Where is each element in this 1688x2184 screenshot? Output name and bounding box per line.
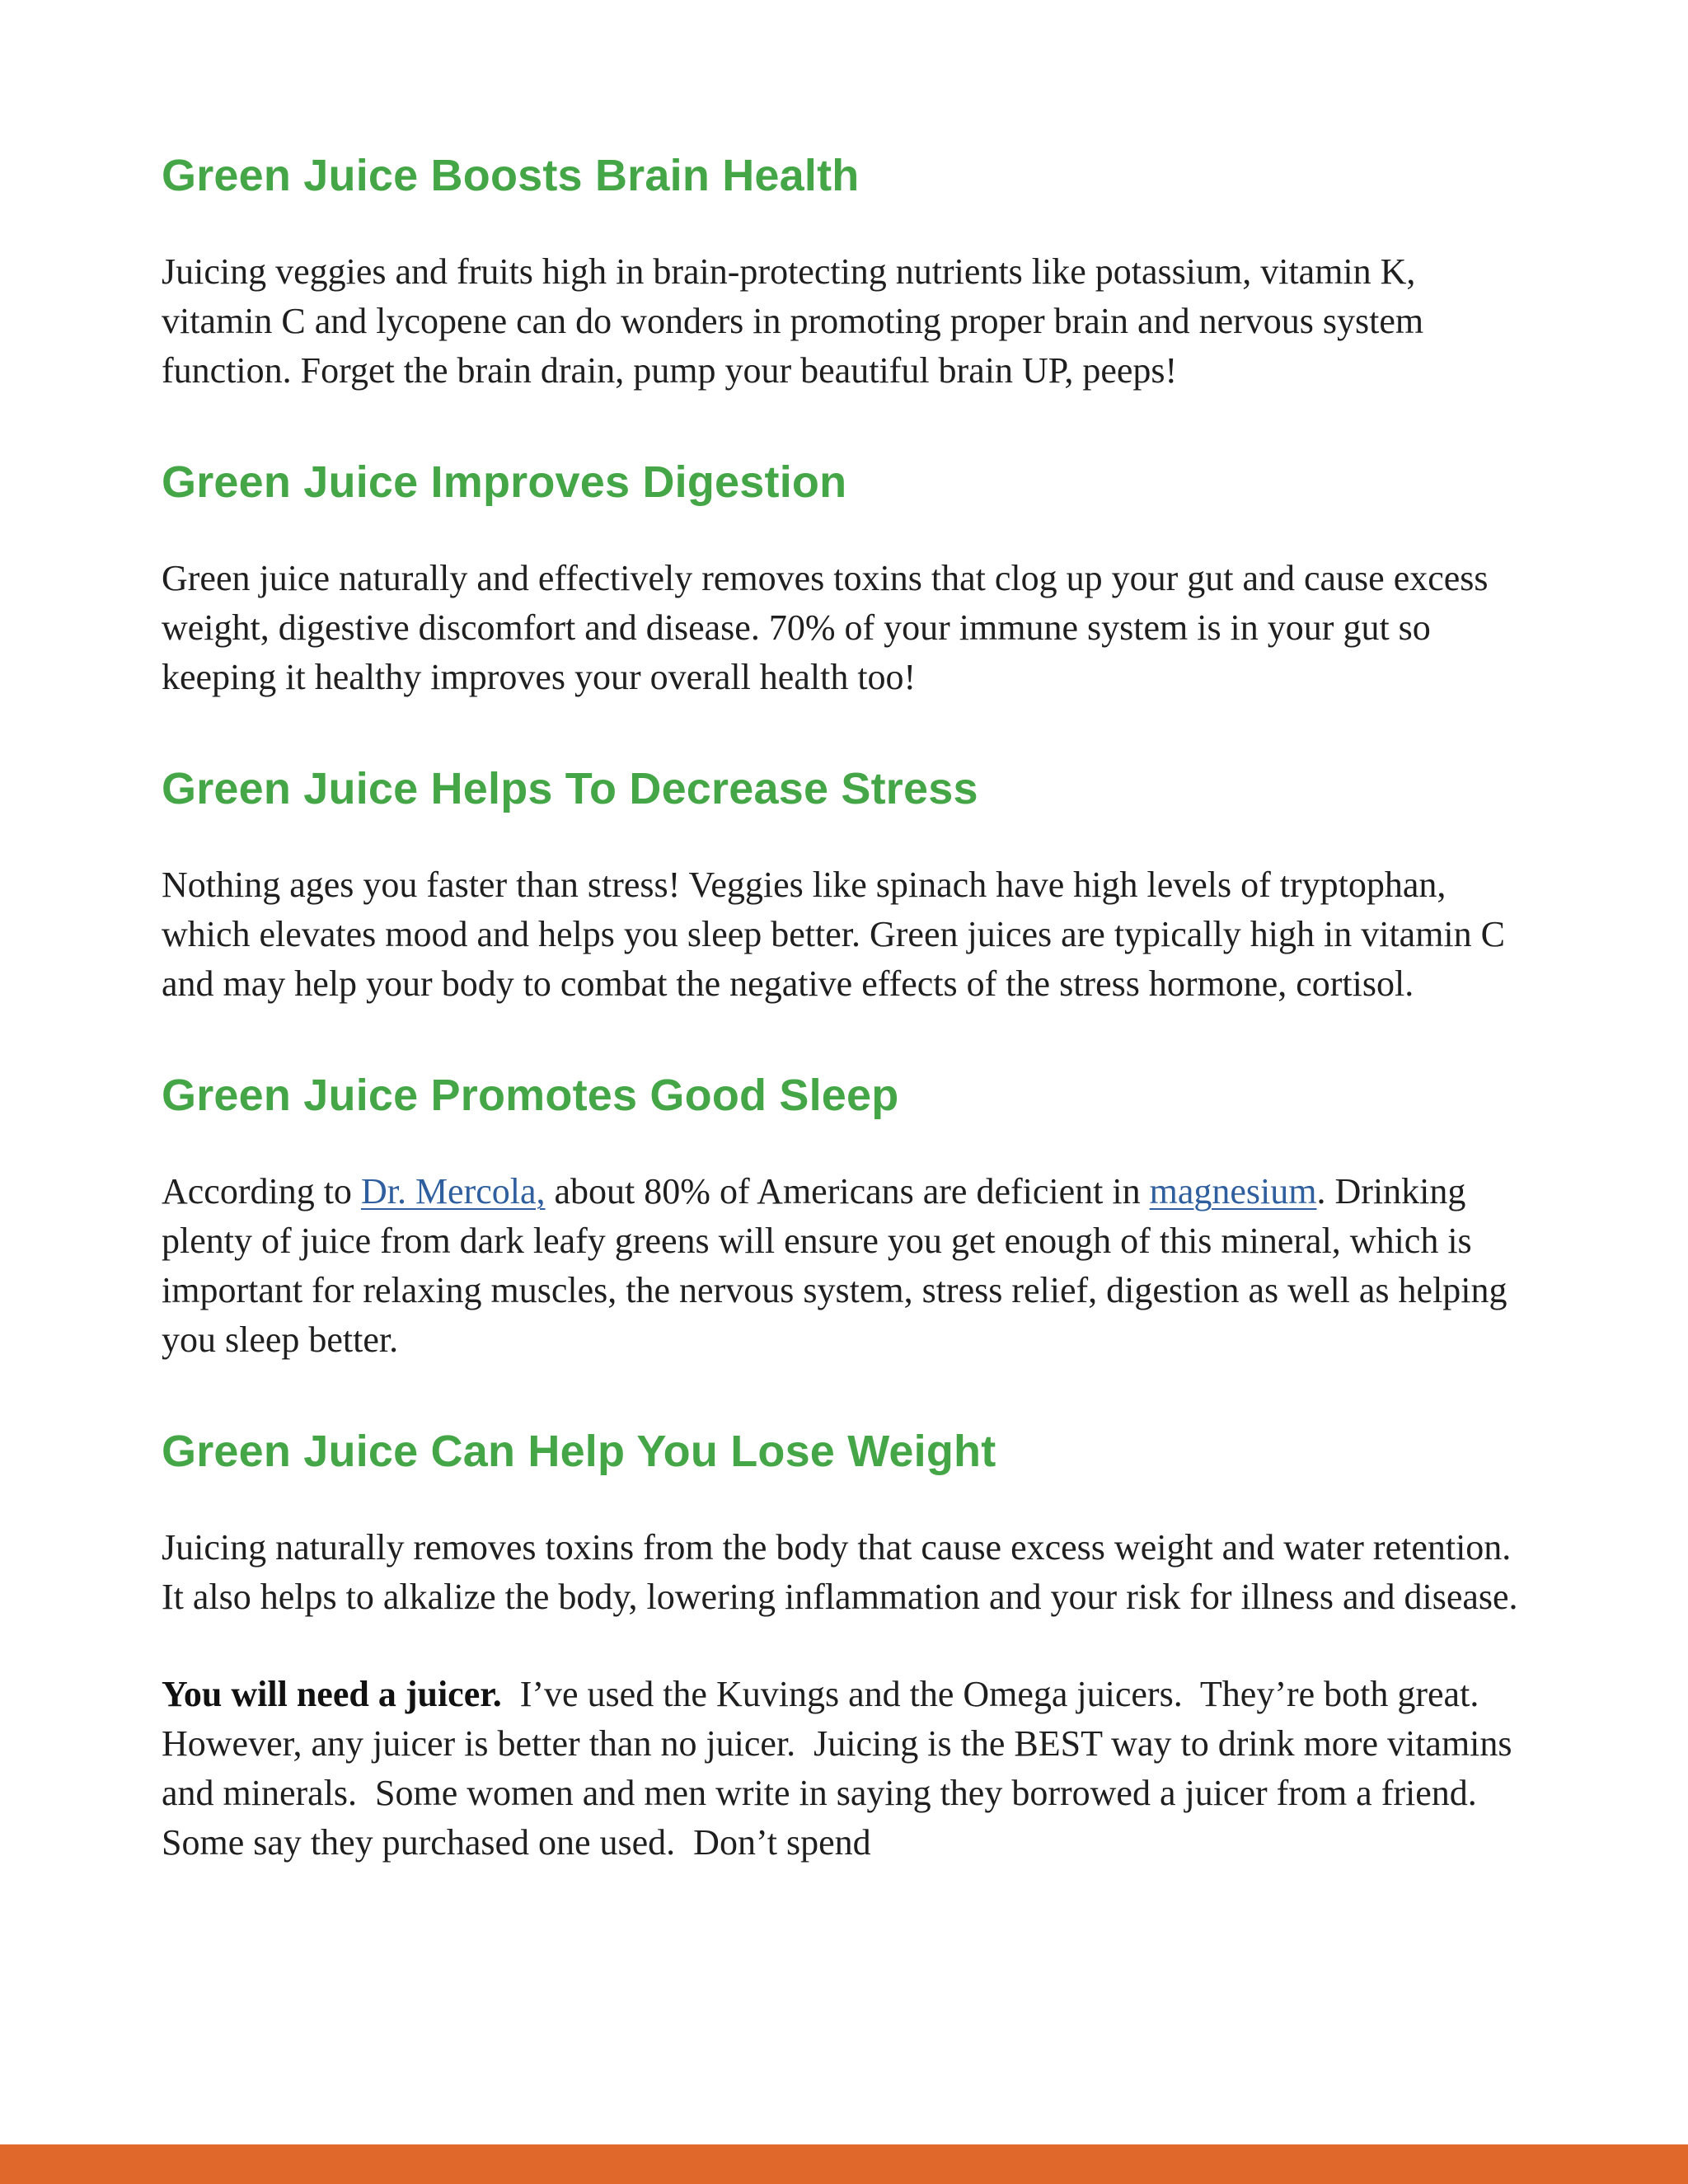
paragraph-stress: Nothing ages you faster than stress! Veggies like spinach have high levels of tryptophan, which elevates mood and helps you sleep better. Green juices are typically high in vitamin C and may help your body to combat the negative effects of the stress hormone, cortisol.: [162, 865, 1505, 1004]
footer-bar: [0, 2144, 1688, 2184]
sleep-text-part3: . Drinking plenty of juice from dark leafy greens will ensure you get enough of this mineral, which is important for relaxing muscles, the nervous system, stress relief, digestion as well as helping you sleep better.: [162, 1171, 1507, 1360]
paragraph-digestion: Green juice naturally and effectively removes toxins that clog up your gut and cause excess weight, digestive discomfort and disease. 70% of your immune system is in your gut so keeping it healthy improves your overall health too!: [162, 558, 1489, 697]
heading-stress: Green Juice Helps To Decrease Stress: [162, 764, 978, 813]
paragraph-sleep: [162, 1167, 1530, 1365]
sleep-text-part2: about 80% of Americans are deficient in: [545, 1171, 1150, 1212]
dr-mercola-link[interactable]: Dr. Mercola,: [360, 1171, 546, 1212]
sleep-text-part1: According to: [162, 1171, 361, 1212]
article-content: [162, 147, 1530, 1925]
heading-digestion: Green Juice Improves Digestion: [162, 457, 847, 507]
juicer-lead: You will need a juicer.: [162, 1674, 502, 1714]
magnesium-link[interactable]: magnesium: [1149, 1171, 1317, 1212]
juicer-text: I’ve used the Kuvings and the Omega juicers. They’re both great. However, any juicer is better than no juicer. Juicing is the BEST way to drink more vitamins and minerals. Some women and men write in saying they borrowed a juicer from a friend. Some say they purchased one used. Don’t spend: [162, 1674, 1522, 1863]
paragraph-brain-health: Juicing veggies and fruits high in brain-protecting nutrients like potassium, vitamin K, vitamin C and lycopene can do wonders in promoting proper brain and nervous system function. Forget the brain drain, pump your beautiful brain UP, peeps!: [162, 251, 1424, 391]
heading-sleep: Green Juice Promotes Good Sleep: [162, 1071, 899, 1120]
heading-brain-health: Green Juice Boosts Brain Health: [162, 151, 860, 200]
paragraph-weight: Juicing naturally removes toxins from the body that cause excess weight and water retention. It also helps to alkalize the body, lowering inflammation and your risk for illness and disease.: [162, 1527, 1518, 1617]
paragraph-juicer: [162, 1670, 1530, 1868]
heading-weight: Green Juice Can Help You Lose Weight: [162, 1427, 996, 1476]
